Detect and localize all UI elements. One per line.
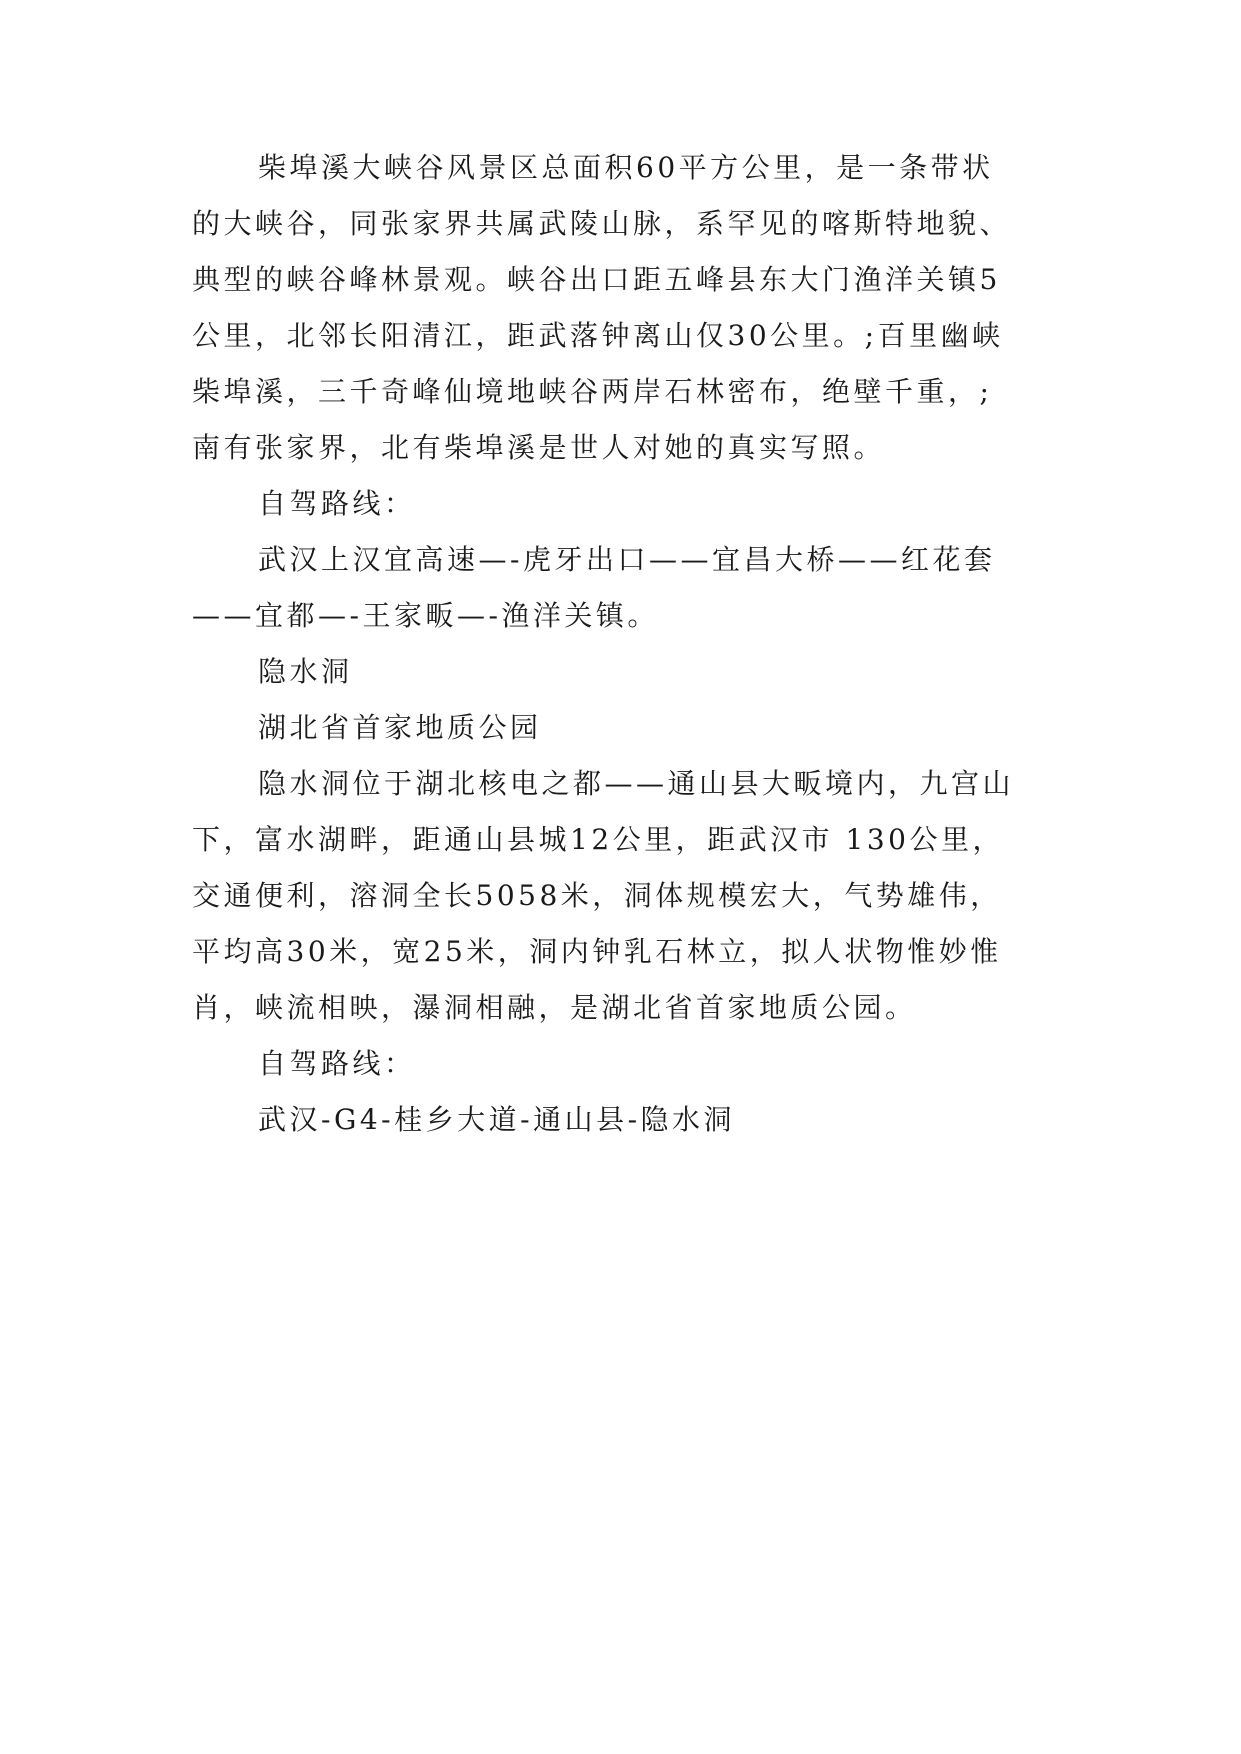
section1-paragraph-line-5: 柴埠溪，三千奇峰仙境地峡谷两岸石林密布，绝壁千重，; [192, 375, 993, 408]
section2-route-line: 武汉-G4-桂乡大道-通山县-隐水洞 [258, 1103, 736, 1136]
section1-route-heading: 自驾路线： [258, 487, 416, 520]
section2-paragraph-line-3: 交通便利，溶洞全长5058米，洞体规模宏大，气势雄伟， [192, 879, 1002, 912]
section2-route-heading: 自驾路线： [258, 1047, 416, 1080]
section2-paragraph-line-2: 下，富水湖畔，距通山县城12公里，距武汉市 130公里， [192, 823, 1004, 856]
section1-paragraph-line-6: 南有张家界，北有柴埠溪是世人对她的真实写照。 [192, 431, 886, 464]
section1-route-line-2: ——宜都—-王家畈—-渔洋关镇。 [192, 599, 659, 632]
section1-paragraph-line-2: 的大峡谷，同张家界共属武陵山脉，系罕见的喀斯特地貌、 [192, 207, 1012, 240]
section1-paragraph-line-4: 公里，北邻长阳清江，距武落钟离山仅30公里。;百里幽峡 [192, 319, 1004, 352]
section2-paragraph-line-4: 平均高30米，宽25米，洞内钟乳石林立，拟人状物惟妙惟 [192, 935, 1002, 968]
section2-title: 隐水洞 [258, 655, 353, 688]
section1-paragraph-line-3: 典型的峡谷峰林景观。峡谷出口距五峰县东大门渔洋关镇5 [192, 263, 1001, 296]
section2-paragraph-line-1: 隐水洞位于湖北核电之都——通山县大畈境内，九宫山 [258, 767, 1015, 800]
section2-subtitle: 湖北省首家地质公园 [258, 711, 542, 744]
section1-route-line-1: 武汉上汉宜高速—-虎牙出口——宜昌大桥——红花套 [258, 543, 996, 576]
section1-paragraph-line-1: 柴埠溪大峡谷风景区总面积60平方公里，是一条带状 [258, 151, 994, 184]
section2-paragraph-line-5: 肖，峡流相映，瀑洞相融，是湖北省首家地质公园。 [192, 991, 917, 1024]
